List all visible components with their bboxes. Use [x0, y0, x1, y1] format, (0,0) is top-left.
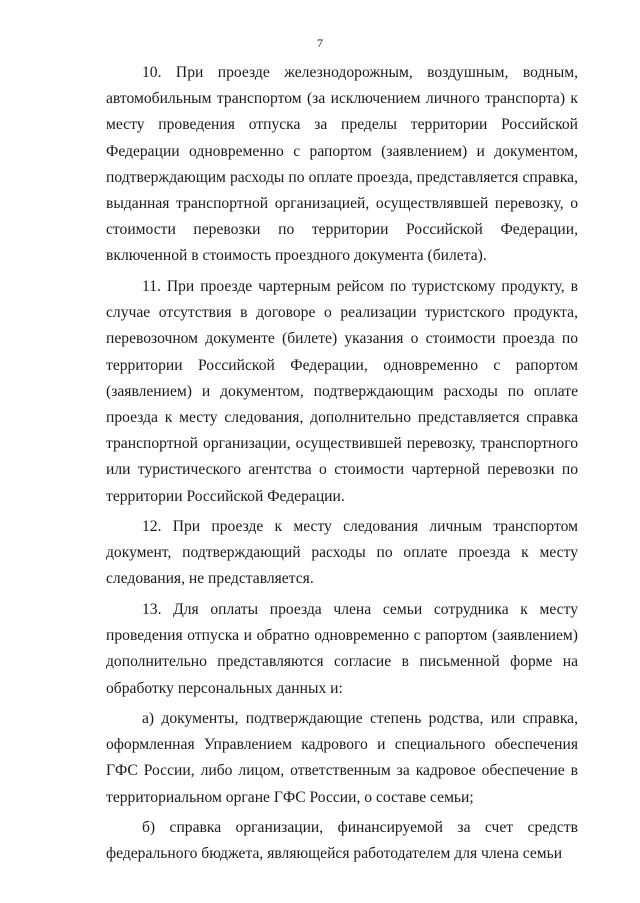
paragraph-10: 10. При проезде железнодорожным, воздушным, водным, автомобильным транспортом (за исключением личного транспорта) к месту проведения отпуска за пределы территории Российской Федерации одновременно с рапортом (заявлением) и документом, подтверждающим расходы по оплате проезда, представляется справка, выданная транспортной организацией, осуществлявшей перевозку, о стоимости перевозки по территории Российской Федерации, включенной в стоимость проездного документа (билета).: [106, 64, 578, 265]
paragraph-12: 12. При проезде к месту следования личным транспортом документ, подтверждающий расходы по оплате проезда к месту следования, не представляется.: [106, 518, 578, 588]
paragraph-11: 11. При проезде чартерным рейсом по туристскому продукту, в случае отсутствия в договоре о реализации туристского продукта, перевозочном документе (билете) указания о стоимости проезда по территории Российской Федерации, одновременно с рапортом (заявлением) и документом, подтверждающим расходы по оплате проезда к месту следования, дополнительно представляется справка транспортной организации, осуществившей перевозку, транспортного или туристического агентства о стоимости чартерной перевозки по территории Российской Федерации.: [106, 277, 578, 505]
document-body: [106, 60, 578, 868]
paragraph-13-item-b: б) справка организации, финансируемой за счет средств федерального бюджета, являющейся работодателем для члена семьи: [106, 819, 578, 863]
paragraph-13: 13. Для оплаты проезда члена семьи сотрудника к месту проведения отпуска и обратно одновременно с рапортом (заявлением) дополнительно представляются согласие в письменной форме на обработку персональных данных и:: [106, 600, 578, 697]
paragraph-13-item-a: а) документы, подтверждающие степень родства, или справка, оформленная Управлением кадрового и специального обеспечения ГФС России, либо лицом, ответственным за кадровое обеспечение в территориальном органе ГФС России, о составе семьи;: [106, 710, 578, 806]
page-number: 7: [317, 36, 323, 50]
